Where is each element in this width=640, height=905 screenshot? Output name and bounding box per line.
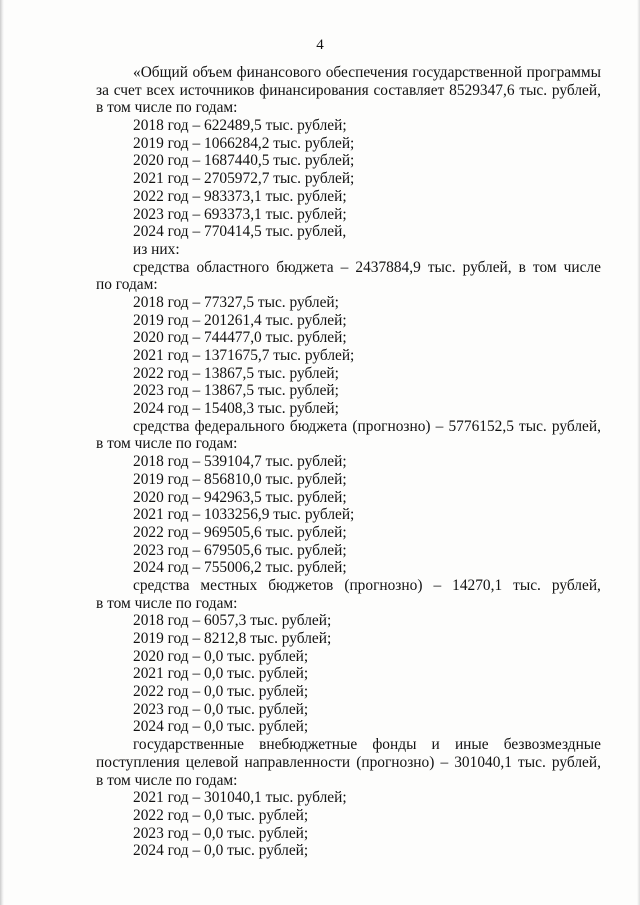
- word: счет: [113, 81, 142, 99]
- word: источников: [179, 81, 255, 99]
- year-list-total: [96, 117, 601, 241]
- text-line: в том числе по годам:: [96, 771, 238, 789]
- word: государственной: [412, 64, 523, 81]
- year-line: 2023 год – 679505,6 тыс. рублей;: [133, 541, 347, 559]
- word: финансового: [236, 64, 322, 81]
- word: объем: [192, 64, 233, 81]
- year-line: 2023 год – 693373,1 тыс. рублей;: [133, 205, 347, 223]
- year-list-federal: [96, 453, 601, 577]
- word: государственные: [133, 736, 244, 754]
- word: безвозмездные: [503, 736, 601, 754]
- word: программы: [526, 64, 601, 81]
- page-number: 4: [316, 37, 324, 53]
- word: рублей,: [551, 417, 601, 435]
- word: составляет: [373, 81, 445, 99]
- year-list-local: [96, 612, 601, 736]
- word: тыс.: [519, 417, 547, 435]
- document-body: [96, 64, 601, 860]
- justified-line: [96, 418, 601, 436]
- word: числе: [563, 258, 601, 276]
- year-line: 2019 год – 8212,8 тыс. рублей;: [133, 630, 332, 647]
- word: внебюджетные: [259, 736, 358, 754]
- justified-line: [96, 736, 601, 754]
- year-line: 2023 год – 0,0 тыс. рублей;: [133, 700, 309, 718]
- word: целевой: [185, 753, 239, 771]
- word: –: [435, 417, 444, 435]
- word: бюджета: [289, 417, 348, 435]
- year-line: 2023 год – 13867,5 тыс. рублей;: [133, 382, 339, 400]
- year-line: 2021 год – 1371675,7 тыс. рублей;: [133, 347, 355, 364]
- year-line: 2022 год – 969505,6 тыс. рублей;: [133, 523, 347, 541]
- year-line: 2022 год – 983373,1 тыс. рублей;: [133, 187, 347, 205]
- year-line: 2020 год – 0,0 тыс. рублей;: [133, 647, 309, 665]
- word: средства: [133, 576, 190, 594]
- word: (прогнозно): [356, 753, 435, 771]
- word: 5776152,5: [448, 417, 514, 435]
- year-line: 2020 год – 1687440,5 тыс. рублей;: [133, 152, 355, 170]
- year-line: 2021 год – 301040,1 тыс. рублей;: [133, 789, 347, 807]
- text-line: в том числе по годам:: [96, 435, 238, 453]
- word: за: [96, 81, 109, 99]
- word: в: [518, 258, 526, 276]
- word: (прогнозно): [344, 576, 423, 594]
- word: 2437884,9: [355, 258, 421, 276]
- word: 14270,1: [452, 576, 503, 594]
- word: обеспечения: [325, 64, 408, 81]
- word: бюджетов: [268, 576, 334, 594]
- year-line: 2020 год – 744477,0 тыс. рублей;: [133, 329, 347, 347]
- word: областного: [196, 258, 270, 276]
- justified-line: [96, 82, 601, 100]
- word: –: [433, 576, 442, 594]
- word: рублей,: [551, 81, 601, 99]
- year-line: 2021 год – 2705972,7 тыс. рублей;: [133, 170, 355, 188]
- year-line: 2022 год – 0,0 тыс. рублей;: [133, 683, 309, 701]
- word: финансирования: [259, 81, 369, 99]
- word: 301040,1: [454, 753, 512, 771]
- word: –: [340, 258, 349, 276]
- year-line: 2018 год – 622489,5 тыс. рублей;: [133, 117, 347, 135]
- text-line: в том числе по годам:: [96, 594, 238, 612]
- text-line: в том числе по годам:: [96, 99, 238, 117]
- word: фонды: [372, 736, 417, 754]
- justified-line: [96, 259, 601, 277]
- word: иные: [454, 736, 489, 754]
- year-line: 2018 год – 6057,3 тыс. рублей;: [133, 612, 332, 630]
- word: том: [532, 258, 557, 276]
- year-line: 2018 год – 539104,7 тыс. рублей;: [133, 453, 347, 471]
- word: рублей,: [551, 576, 601, 594]
- year-line: 2019 год – 201261,4 тыс. рублей;: [133, 311, 347, 329]
- year-line: 2019 год – 1066284,2 тыс. рублей;: [133, 134, 355, 152]
- justified-line: [96, 577, 601, 595]
- year-line: 2024 год – 0,0 тыс. рублей;: [133, 718, 309, 736]
- year-line: 2022 год – 0,0 тыс. рублей;: [133, 806, 309, 824]
- word: средства: [133, 258, 190, 276]
- word: тыс.: [518, 753, 546, 771]
- word: тыс.: [427, 258, 456, 276]
- word: поступления: [96, 753, 180, 771]
- word: тыс.: [519, 81, 548, 99]
- justified-line: [96, 754, 601, 772]
- word: и: [431, 736, 440, 754]
- year-line: 2022 год – 13867,5 тыс. рублей;: [133, 364, 339, 382]
- word: местных: [200, 576, 258, 594]
- word: рублей,: [462, 258, 512, 276]
- text-line: по годам:: [96, 276, 158, 294]
- word: 8529347,6: [449, 81, 515, 99]
- year-line: 2023 год – 0,0 тыс. рублей;: [133, 824, 309, 842]
- year-line: 2019 год – 856810,0 тыс. рублей;: [133, 470, 347, 488]
- justified-line: [96, 64, 601, 82]
- word: федерального: [194, 417, 285, 435]
- year-line: 2024 год – 0,0 тыс. рублей;: [133, 842, 309, 860]
- word: бюджета: [276, 258, 334, 276]
- word: (прогнозно): [352, 417, 431, 435]
- word: рублей,: [551, 753, 601, 771]
- word: всех: [146, 81, 175, 99]
- year-line: 2020 год – 942963,5 тыс. рублей;: [133, 488, 347, 506]
- word: «Общий: [133, 64, 188, 81]
- word: –: [440, 753, 449, 771]
- year-line: 2018 год – 77327,5 тыс. рублей;: [133, 293, 339, 311]
- year-list-funds: [96, 789, 601, 860]
- word: средства: [133, 417, 190, 435]
- text-line: из них:: [133, 240, 180, 258]
- year-line: 2024 год – 755006,2 тыс. рублей;: [133, 559, 347, 577]
- word: тыс.: [513, 576, 541, 594]
- year-line: 2021 год – 0,0 тыс. рублей;: [133, 665, 309, 683]
- year-line: 2021 год – 1033256,9 тыс. рублей;: [133, 506, 355, 524]
- scan-edge-left: [0, 0, 4, 905]
- year-list-regional: [96, 294, 601, 418]
- year-line: 2024 год – 770414,5 тыс. рублей,: [133, 223, 347, 241]
- word: направленности: [244, 753, 351, 771]
- year-line: 2024 год – 15408,3 тыс. рублей;: [133, 400, 339, 418]
